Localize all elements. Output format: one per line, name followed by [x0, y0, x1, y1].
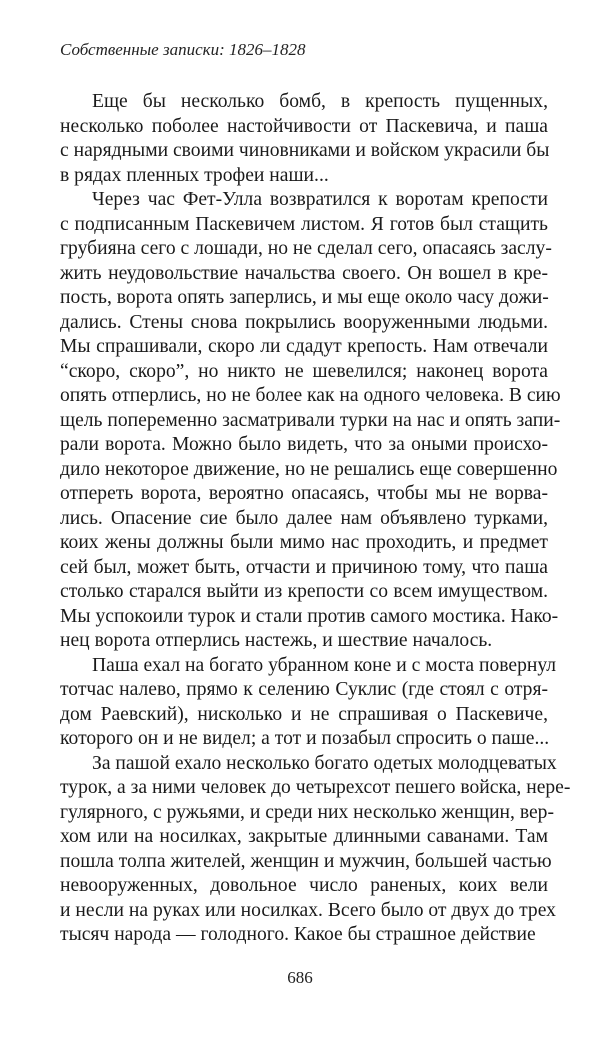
text-line: лись. Опасение сие было далее нам объявлено турками, [60, 507, 548, 529]
text-line: жить неудовольствие начальства своего. Он вошел в кре- [60, 262, 548, 284]
running-head: Собственные записки: 1826–1828 [60, 40, 306, 59]
text-line: Через час Фет-Улла возвратился к воротам крепости [92, 189, 548, 210]
text-line: тотчас налево, прямо к селению Суклис (где стоял с отря- [60, 679, 548, 700]
text-line: и несли на руках или носилках. Всего было от двух до трех [60, 899, 556, 921]
text-line: Паша ехал на богато убранном коне и с моста повернул [92, 654, 557, 676]
text-line: сей был, может быть, отчасти и причиною тому, что паша [60, 556, 548, 578]
text-line: отпереть ворота, вероятно опасаясь, чтобы мы не ворва- [60, 483, 548, 504]
text-line: которого он и не видел; а тот и позабыл спросить о паше... [60, 728, 550, 749]
text-line: с нарядными своими чиновниками и войском украсили бы [60, 140, 550, 161]
paragraph [60, 90, 548, 188]
text-line: рали ворота. Можно было видеть, что за оными происхо- [60, 434, 548, 455]
text-line: За пашой ехало несколько богато одетых молодцеватых [92, 752, 557, 774]
paragraph [60, 654, 557, 752]
page-number: 686 [287, 968, 313, 987]
text-line: дались. Стены снова покрылись вооруженными людьми. [60, 311, 548, 333]
text-line: дило некоторое движение, но не решались еще совершенно [60, 458, 558, 480]
text-line: невооруженных, довольное число раненых, коих вели [60, 875, 548, 896]
text-line: гулярного, с ружьями, и среди них несколько женщин, вер- [60, 801, 554, 823]
text-line: хом или на носилках, закрытые длинными саванами. Там [60, 826, 548, 847]
text-line: “скоро, скоро”, но никто не шевелился; наконец ворота [60, 360, 548, 382]
text-line: щель попеременно засматривали турки на нас и опять запи- [60, 409, 561, 431]
body-text [60, 90, 571, 948]
text-line: Мы спрашивали, скоро ли сдадут крепость. Нам отвечали [60, 336, 548, 357]
paragraph [60, 188, 561, 654]
text-line: нец ворота отперлись настежь, и шествие началось. [60, 630, 493, 651]
text-line: столько старался выйти из крепости со всем имуществом. [60, 581, 548, 602]
text-line: опять отперлись, но не более как на одного человека. В сию [60, 385, 561, 406]
text-line: коих жены должны были мимо нас проходить, и предмет [60, 532, 548, 553]
text-line: пошла толпа жителей, женщин и мужчин, большей частью [60, 850, 552, 872]
text-line: несколько поболее настойчивости от Паскевича, и паша [60, 115, 548, 137]
text-line: Мы успокоили турок и стали против самого мостика. Нако- [60, 605, 559, 627]
text-line: тысяч народа — голодного. Какое бы страшное действие [60, 924, 536, 945]
text-line: в рядах пленных трофеи наши... [60, 164, 329, 186]
text-line: пость, ворота опять заперлись, и мы еще около часу дожи- [60, 287, 549, 308]
text-line: дом Раевский), нисколько и не спрашивая о Паскевиче, [60, 703, 548, 725]
text-line: Еще бы несколько бомб, в крепость пущенных, [92, 91, 548, 112]
text-line: турок, а за ними человек до четырехсот пешего войска, нере- [60, 777, 571, 798]
text-line: грубияна сего с лошади, но не сделал сего, опасаясь заслу- [60, 238, 552, 259]
text-line: с подписанным Паскевичем листом. Я готов был стащить [60, 213, 548, 235]
paragraph [60, 752, 571, 948]
